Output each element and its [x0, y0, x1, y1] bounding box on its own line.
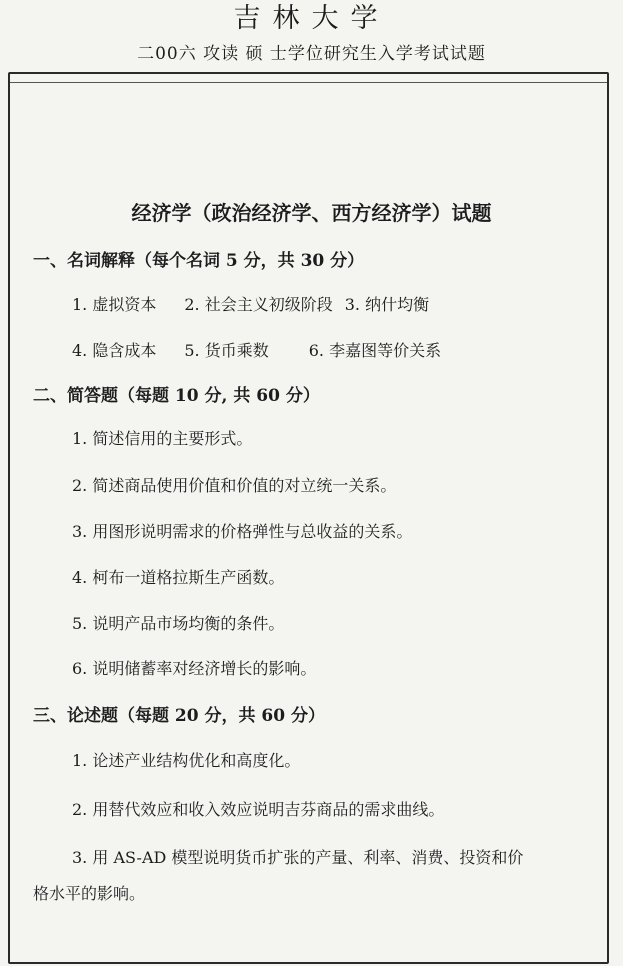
question-item: 1. 简述信用的主要形式。 [72, 429, 253, 448]
paper-title: 经济学（政治经济学、西方经济学）试题 [131, 201, 492, 225]
question-item: 3. 用图形说明需求的价格弹性与总收益的关系。 [72, 522, 413, 541]
question-item: 1. 论述产业结构优化和高度化。 [72, 751, 301, 770]
question-item: 2. 用替代效应和收入效应说明吉芬商品的需求曲线。 [72, 800, 445, 819]
term-item: 2. 社会主义初级阶段 [184, 295, 333, 314]
question-item: 6. 说明储蓄率对经济增长的影响。 [72, 659, 317, 678]
term-item: 3. 纳什均衡 [344, 295, 430, 314]
question-continuation: 格水平的影响。 [33, 884, 146, 903]
section-heading-short-answer: 二、简答题（每题 10 分, 共 60 分） [33, 386, 320, 406]
question-item: 5. 说明产品市场均衡的条件。 [72, 614, 285, 633]
term-item: 4. 隐含成本 [72, 341, 157, 360]
term-item: 5. 货币乘数 [184, 341, 269, 360]
question-item: 3. 用 AS-AD 模型说明货币扩张的产量、利率、消费、投资和价 [72, 848, 524, 867]
section-heading-essay: 三、论述题（每题 20 分，共 60 分） [33, 706, 325, 726]
question-item: 2. 简述商品使用价值和价值的对立统一关系。 [72, 476, 397, 495]
term-item: 1. 虚拟资本 [72, 295, 157, 314]
section-heading-terms: 一、名词解释（每个名词 5 分，共 30 分） [33, 251, 365, 271]
question-item: 4. 柯布一道格拉斯生产函数。 [72, 568, 285, 587]
frame-inner-rule [10, 82, 607, 83]
term-row-1 [72, 292, 429, 318]
university-title: 吉林大学 [233, 3, 390, 34]
term-item: 6. 李嘉图等价关系 [308, 341, 442, 360]
exam-subtitle: 二00六 攻读 硕 士学位研究生入学考试试题 [137, 44, 486, 64]
term-row-2 [72, 338, 441, 364]
